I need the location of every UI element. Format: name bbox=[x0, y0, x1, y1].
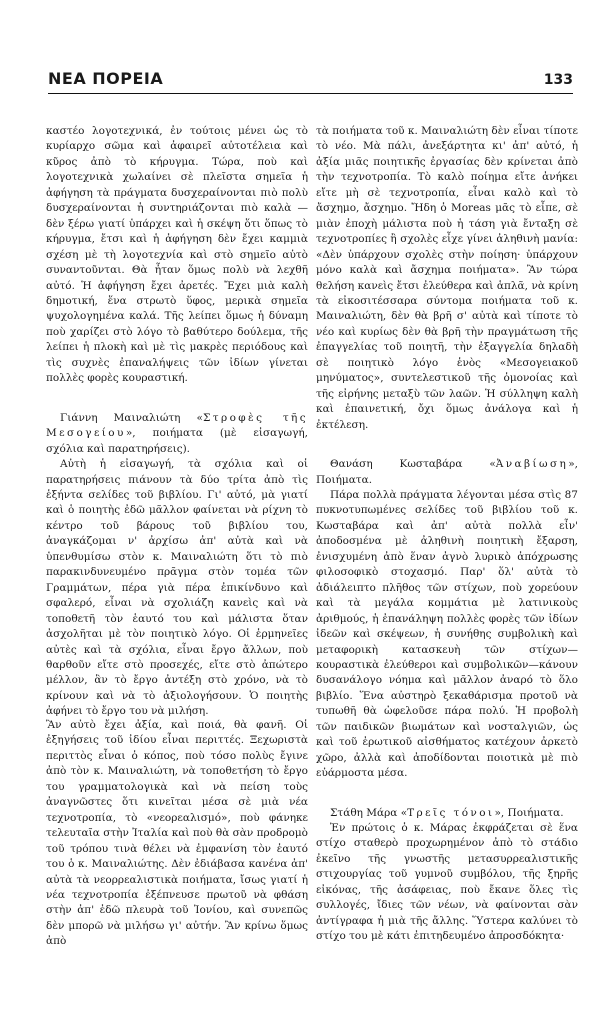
left-column-continued bbox=[46, 718, 308, 1018]
review-paragraph: Αὐτὴ ἡ εἰσαγωγή, τὰ σχόλια καὶ οἱ παρατηρήσεις πιάνουν τὰ δύο τρίτα ἀπὸ τὶς ἑξήντα σελίδες τοῦ βιβλίου. Γι' αὐτό, μὰ γιατί καὶ ὁ ποιητὴς ἐδῶ μᾶλλον φαίνεται νὰ ρίχνη τὸ κέντρο τοῦ βάρους τοῦ βιβλίου του, ἀναγκάζομαι ν' ἀρχίσω ἀπ' αὐτὰ καὶ νὰ ὑπενθυμίσω στὸν κ. Μαιναλιώτη ὅτι τὸ πιὸ παρακινδυνευμένο πρᾶγμα στὸν τομέα τῶν Γραμμάτων, πέρα γιὰ πέρα ἐπικίνδυνο καὶ σφαλερό, εἶναι νὰ σχολιάζη κανεὶς καὶ νὰ τοποθετῆ τὸν ἑαυτό του καὶ μάλιστα ὅταν ἀσχολῆται μὲ τὸν ποιητικὸ λόγο. Οἱ ἑρμηνεῖες αὐτὲς καὶ τὰ σχόλια, εἶναι ἔργο ἄλλων, ποὺ θαρθοῦν εἴτε στὸ προσεχές, εἴτε στὸ ἀπώτερο μέλλον, ἂν τὸ ἔργο ἀντέξη στὸ χρόνο, νὰ τὸ κρίνουν καὶ νὰ τὸ ἀξιολογήσουν. Ὁ ποιητὴς ἀφήνει τὸ ἔργο του νὰ μιλήση. bbox=[46, 458, 308, 718]
review-author: Στάθη Μάρα « bbox=[330, 806, 408, 819]
book-title: Ἀναβίωση bbox=[495, 458, 569, 471]
page-number: 133 bbox=[543, 72, 573, 88]
review-heading-mara bbox=[316, 806, 578, 821]
left-column bbox=[46, 124, 309, 718]
journal-title: ΝΕΑ ΠΟΡΕΙΑ bbox=[48, 69, 164, 88]
paragraph-continued: καστέο λογοτεχνικά, ἐν τούτοις μένει ὡς τὸ κυρίαρχο σῶμα καὶ ἀφαιρεῖ αὐτοτέλεια καὶ κῦρος ἀπὸ τὸ κήρυγμα. Τώρα, ποὺ καὶ λογοτεχνικὰ χωλαίνει σὲ πλεῖστα σημεῖα ἡ ἀφήγηση τὰ πράγματα δυσχεραίνονται πιὸ πολὺ δυσχεραίνονται ἡ συντηριάζονται πιὸ καλὰ —δὲν ξέρω γιατί ὑπάρχει καὶ ἡ σκέψη ὅτι ὅπως τὸ κήρυγμα, ἔτσι καὶ ἡ ἀφήγηση δὲν ἔχει καμμιὰ σχέση μὲ τὴ λογοτεχνία καὶ στὸ σημεῖο αὐτὸ συναντοῦνται. Θὰ ἦταν ὅμως πολὺ νὰ λεχθῆ αὐτό. Ἡ ἀφήγηση ἔχει ἀρετές. Ἔχει μιὰ καλὴ δημοτική, ἕνα στρωτὸ ὕφος, μερικὰ σημεῖα ψυχολογημένα καλά. Τῆς λείπει ὅμως ἡ δύναμη ποὺ χαρίζει στὸ λόγο τὸ βαθύτερο δούλεμα, τῆς λείπει ἡ πλοκὴ καὶ μὲ τὶς μακρὲς περιόδους καὶ τὶς συχνὲς ἐπαναλήψεις τῶν ἰδίων γίνεται πολλὲς φορὲς κουραστική. bbox=[46, 125, 308, 385]
review-paragraph: Πάρα πολλὰ πράγματα λέγονται μέσα στὶς 87 πυκνοτυπωμένες σελίδες τοῦ βιβλίου τοῦ κ. Κωσταβάρα καὶ ἀπ' αὐτὰ πολλὰ εἶν' ἀποδοσμένα μὲ ἀληθινὴ ποιητικὴ ἔξαρση, ἐνισχυμένη ἀπὸ ἕναν ἀγνὸ λυρικὸ ἀπόχρωσης φιλοσοφικὸ στοχασμό. Παρ' ὅλ' αὐτὰ τὸ ἀδιάλειπτο πλῆθος τῶν στίχων, ποὺ χορεύουν καὶ τὰ μεγάλα κομμάτια μὲ λατινικοὺς ἀριθμούς, ἡ ἐπανάληψη πολλὲς φορὲς τῶν ἰδίων ἰδεῶν καὶ σκέψεων, ἡ συνήθης συμβολικὴ καὶ μεταφορικὴ κατασκευὴ τῶν στίχων—κουραστικὰ ἐλεύθεροι καὶ συμβολικῶν—κάνουν δυσανάλογο νόημα καὶ μᾶλλον ἀναρό τὸ ὅλο βιβλίο. Ἕνα αὐστηρὸ ξεκαθάρισμα προτοῦ νὰ τυπωθῆ θὰ ὠφελοῦσε πάρα πολύ. Ἡ προβολὴ τῶν παιδικῶν βιωμάτων καὶ νοσταλγιῶν, ὡς καὶ τοῦ ἐρωτικοῦ αἰσθήματος κατέχουν ἀρκετὸ χῶρο, ἀλλὰ καὶ ἀποδίδονται ποιοτικὰ μὲ πιὸ εὐάρμοστα μέσα. bbox=[316, 488, 578, 780]
review-paragraph: Ἂν αὐτὸ ἔχει ἀξία, καὶ ποιά, θὰ φανῆ. Οἱ ἐξηγήσεις τοῦ ἰδίου εἶναι περιττές. Ξεχωριστὰ περιττὸς εἶναι ὁ κόπος, ποὺ τόσο πολὺς ἔγινε ἀπὸ τὸν κ. Μαιναλιώτη, νὰ τοποθετήση τὸ ἔργο του γραμματολογικὰ καὶ νὰ πείση τοὺς ἀναγνῶστες ὅτι κινεῖται μέσα σὲ μιὰ νέα τεχνοτροπία, τὸ «νεορεαλισμό», ποὺ φάνηκε τελευταῖα στὴν Ἰταλία καὶ ποὺ θὰ σὰν προδρομὸ τοῦ τρόπου τινὰ θέλει νὰ ἐμφανίση τὸν ἑαυτό του ὁ κ. Μαιναλιώτης. Δὲν ἐδιάβασα κανένα ἀπ' αὐτὰ τὰ νεορρεαλιστικὰ ποιήματα, ἴσως γιατί ἡ νέα τεχνοτροπία ἐξέπνευσε πρωτοῦ νὰ φθάση στὴν ἀπ' ἐδῶ πλευρὰ τοῦ Ἰονίου, καὶ συνεπῶς δὲν μπορῶ νὰ μιλήσω γι' αὐτήν. Ἂν κρίνω ὅμως ἀπὸ bbox=[46, 719, 308, 948]
review-details: », Ποιήματα. bbox=[316, 458, 578, 486]
review-author: Θανάση Κωσταβάρα « bbox=[330, 458, 496, 471]
review-details: », ποιήματα (μὲ εἰσαγωγή, σχόλια καὶ παρατηρήσεις). bbox=[46, 427, 308, 455]
book-title: Στροφὲς τῆς Μεσογείου bbox=[46, 411, 309, 440]
page-header bbox=[48, 64, 573, 88]
review-author: Γιάννη Μαιναλιώτη « bbox=[60, 411, 203, 424]
header-rule bbox=[48, 93, 573, 94]
right-column bbox=[316, 124, 578, 1024]
review-heading-kostavara bbox=[316, 457, 578, 488]
book-title: Τρεῖς τόνοι bbox=[407, 806, 495, 819]
review-paragraph: Ἐν πρώτοις ὁ κ. Μάρας ἐκφράζεται σὲ ἕνα στίχο σταθερὸ προχωρημένον ἀπὸ τὸ στάδιο ἐκεῖνο τῆς γνωστῆς μετασυρρεαλιστικῆς στιχουργίας τοῦ γυμνοῦ συμβόλου, τῆς ξηρῆς εἰκόνας, τῆς ἀσάφειας, ποὺ ἔκανε ὅλες τὶς συλλογές, ἴδιες τῶν νέων, νὰ φαίνονται σὰν ἀντίγραφα ἡ μιὰ τῆς ἄλλης. Ὕστερα καλύνει τὸ στίχο του μὲ κάτι ἐπιτηδευμένο ἀπροσδόκητα· bbox=[316, 822, 578, 943]
paragraph-continued: τὰ ποιήματα τοῦ κ. Μαιναλιώτη δὲν εἶναι τίποτε τὸ νέο. Μὰ πάλι, ἀνεξάρτητα κι' ἀπ' αὐτό, ἡ ἀξία μιᾶς ποιητικῆς ἐργασίας δὲν κρίνεται ἀπὸ τὴν τεχνοτροπία. Τὸ καλὸ ποίημα εἴτε ἀνήκει εἴτε μὴ σὲ τεχνοτροπία, εἶναι καλὸ καὶ τὸ ἄσχημο, ἄσχημο. Ἤδη ὁ Moreas μᾶς τὸ εἶπε, σὲ μιὰν ἐποχὴ μάλιστα ποὺ ἡ τάση γιὰ ἔνταξη σὲ τεχνοτροπίες ἢ σχολὲς εἶχε γίνει ἀληθινὴ μανία: «Δὲν ὑπάρχουν σχολὲς στὴν ποίηση· ὑπάρχουν μόνο καλὰ καὶ ἄσχημα ποιήματα». Ἂν τώρα θελήση κανεὶς ἔτσι ἐλεύθερα καὶ ἁπλᾶ, νὰ κρίνη τὰ εἰκοσιτέσσαρα σύντομα ποιήματα τοῦ κ. Μαιναλιώτη, δὲν θὰ βρῆ σ' αὐτὰ καὶ τίποτε τὸ νέο καὶ κυρίως δὲν θὰ βρῆ τὴν πραγμάτωση τῆς ἐπαγγελίας τοῦ ποιητῆ, τὴν ἐξαγγελία δηλαδὴ σὲ ποιητικὸ λόγο ἑνὸς «Μεσογειακοῦ μηνύματος», συντελεστικοῦ τῆς ὁμονοίας καὶ τῆς εἰρήνης μεταξὺ τῶν λαῶν. Ἡ σύλληψη καλὴ καὶ ἐπαινετική, ὄχι ὅμως ἀνάλογα καὶ ἡ ἐκτέλεση. bbox=[316, 125, 578, 431]
review-heading-mainalioti bbox=[46, 411, 308, 457]
review-details: », Ποιήματα. bbox=[494, 806, 564, 819]
